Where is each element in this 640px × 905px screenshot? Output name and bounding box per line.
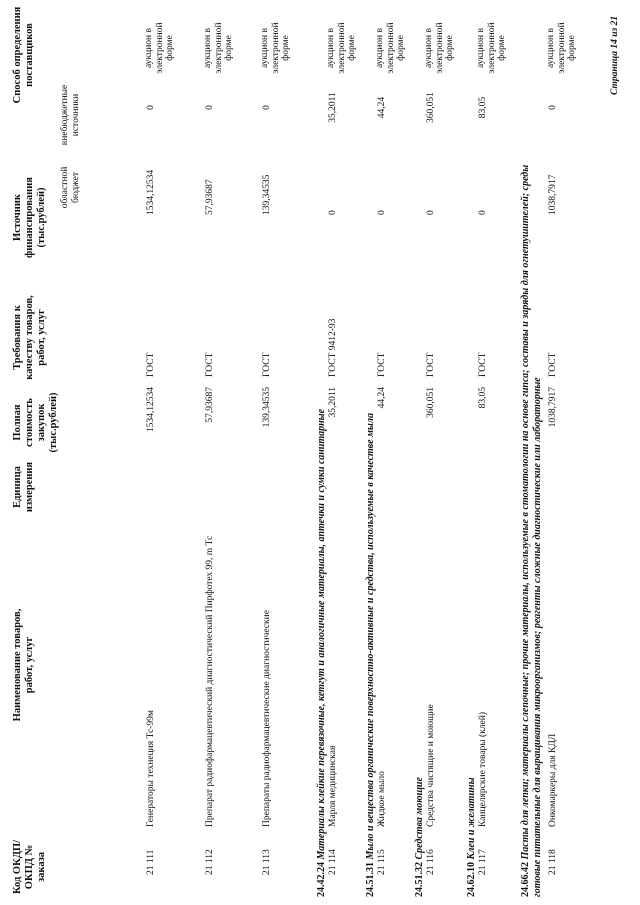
row-name: Канцелярские товары (клей) [478, 711, 488, 827]
row-requirements: ГОСТ [548, 352, 558, 377]
row-code: 21 112 [205, 849, 215, 875]
row-name: Жидкое мыло [377, 771, 387, 827]
row-name: Марля медицинская [328, 745, 338, 827]
row-requirements: ГОСТ [146, 352, 156, 377]
header-requirements: Требования к качеству товаров, работ, услуг [12, 295, 47, 380]
row-method: аукцион в электронной форме [326, 22, 357, 74]
row-method: аукцион в электронной форме [203, 22, 234, 74]
row-total: 44,24 [377, 387, 387, 409]
category-heading [466, 777, 478, 897]
row-total: 360,051 [426, 387, 436, 418]
row-name: Препарат радиофармацевтический диагностический Пирфотех 99, m Тс [205, 535, 215, 827]
row-total: 35,2011 [328, 387, 338, 418]
row-requirements: ГОСТ [262, 352, 272, 377]
header-source: Источник финансирования (тыс.рублей) [12, 177, 47, 258]
row-total: 1534,12534 [146, 387, 156, 433]
row-regional: 1534,12534 [146, 169, 156, 215]
row-regional: 0 [377, 210, 387, 215]
row-code: 21 115 [377, 849, 387, 875]
header-source-regional: областной бюджет [60, 166, 81, 209]
category-code: 24.51.32 [414, 862, 425, 897]
header-unit: Единица измерения [12, 461, 35, 513]
category-code: 24.42.24 [316, 862, 327, 897]
row-regional: 0 [426, 210, 436, 215]
row-total: 57,93687 [205, 387, 215, 423]
header-code: Код ОКДП/ ОКПД № заказа [12, 839, 47, 895]
row-total: 139,34535 [262, 387, 272, 428]
header-method: Способ определения поставщиков [12, 6, 35, 104]
row-method: аукцион в электронной форме [375, 22, 406, 74]
row-name: Препараты радиофармацевтические диагностические [262, 610, 272, 827]
row-extra: 0 [146, 105, 156, 110]
row-regional: 0 [328, 210, 338, 215]
row-name: Онкомаркеры для КДЛ [548, 733, 558, 827]
category-heading [520, 137, 544, 897]
category-code: 24.62.10 [466, 862, 477, 897]
row-regional: 0 [478, 210, 488, 215]
category-heading [414, 777, 426, 897]
header-name: Наименование товаров, работ, услуг [12, 608, 35, 722]
row-regional: 1038,7917 [548, 174, 558, 215]
category-name: Пасты для лепки; материалы слепочные; прочие материалы, используемые в стоматологии на основе гипса; составы и заряды для огнетушителей; среды готовые питательные для выращивания микроорганизмов; реагенты сложные диагностические или лабораторные [520, 164, 543, 897]
row-extra: 44,24 [377, 96, 387, 119]
row-requirements: ГОСТ [478, 352, 488, 377]
category-code: 24.66.42 [520, 862, 531, 897]
row-code: 21 111 [146, 849, 156, 875]
row-total: 83,05 [478, 387, 488, 409]
row-method: аукцион в электронной форме [476, 22, 507, 74]
row-extra: 360,051 [426, 92, 436, 123]
header-total: Полная стоимость закупок (тыс.рублей) [12, 392, 59, 453]
row-regional: 139,34535 [262, 174, 272, 215]
row-code: 21 117 [478, 849, 488, 875]
category-name: Клеи и желатины [466, 777, 477, 860]
page-footer: Страница 14 из 21 [610, 15, 620, 95]
row-code: 21 114 [328, 849, 338, 875]
row-code: 21 118 [548, 849, 558, 875]
category-name: Мыло и вещества органические поверхностно-активные и средства, используемые в качестве мыла [365, 413, 376, 860]
row-name: Генераторы технеция Тс-99м [146, 710, 156, 827]
row-method: аукцион в электронной форме [424, 22, 455, 74]
category-code: 24.51.31 [365, 862, 376, 897]
row-method: аукцион в электронной форме [144, 22, 175, 74]
row-extra: 0 [548, 105, 558, 110]
row-total: 1038,7917 [548, 387, 558, 428]
row-requirements: ГОСТ [426, 352, 436, 377]
category-heading [316, 409, 328, 897]
row-extra: 35,2011 [328, 92, 338, 123]
row-regional: 57,93687 [205, 179, 215, 215]
category-heading [365, 413, 377, 897]
row-requirements: ГОСТ [205, 352, 215, 377]
row-requirements: ГОСТ [377, 352, 387, 377]
row-name: Средства чистящие и моющие [426, 704, 436, 827]
category-name: Материалы клейкие перевязочные, кетгут и аналогичные материалы, аптечки и сумки санитарные [316, 408, 327, 860]
row-method: аукцион в электронной форме [546, 22, 577, 74]
header-source-extra: внебюджетные источники [60, 84, 81, 146]
row-code: 21 113 [262, 849, 272, 875]
row-requirements: ГОСТ 9412-93 [328, 318, 338, 377]
category-name: Средства моющие [414, 777, 425, 860]
row-code: 21 116 [426, 849, 436, 875]
row-method: аукцион в электронной форме [260, 22, 291, 74]
row-extra: 83,05 [478, 96, 488, 119]
row-extra: 0 [262, 105, 272, 110]
row-extra: 0 [205, 105, 215, 110]
